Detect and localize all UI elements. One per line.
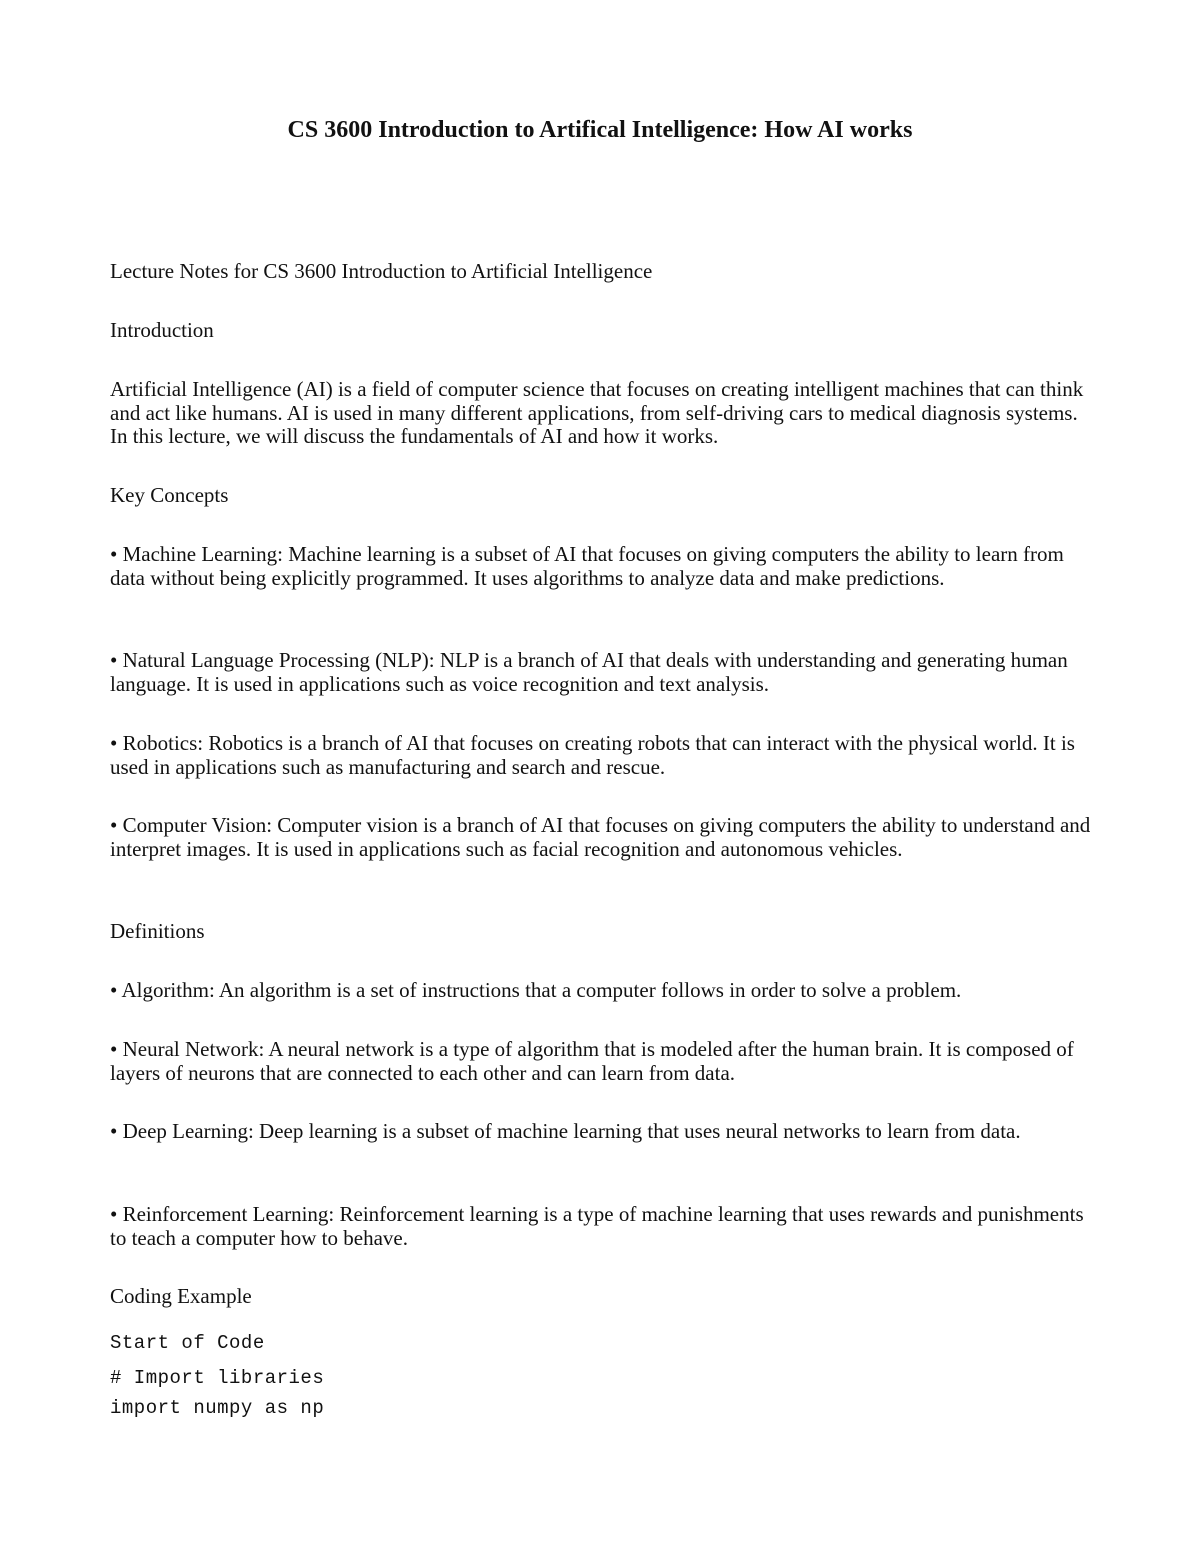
document-subtitle: Lecture Notes for CS 3600 Introduction to Artificial Intelligence (110, 259, 653, 283)
introduction-paragraph: Artificial Intelligence (AI) is a field of computer science that focuses on creating intelligent machines that can think and act like humans. AI is used in many different applications, from self-driving cars to medical diagnosis systems. In this lecture, we will discuss the fundamentals of AI and how it works. (110, 377, 1084, 448)
code-line: # Import libraries (110, 1367, 325, 1389)
definition-neural-network: • Neural Network: A neural network is a type of algorithm that is modeled after the human brain. It is composed of layers of neurons that are connected to each other and can learn from data. (110, 1037, 1074, 1085)
key-concept-computer-vision: • Computer Vision: Computer vision is a branch of AI that focuses on giving computers the ability to understand and interpret images. It is used in applications such as facial recognition and autonomous vehicles. (110, 813, 1091, 861)
definition-algorithm: • Algorithm: An algorithm is a set of instructions that a computer follows in order to solve a problem. (110, 978, 962, 1002)
key-concept-robotics: • Robotics: Robotics is a branch of AI that focuses on creating robots that can interact with the physical world. It is used in applications such as manufacturing and search and rescue. (110, 731, 1075, 779)
document-title: CS 3600 Introduction to Artifical Intelligence: How AI works (287, 117, 913, 143)
key-concepts-heading: Key Concepts (110, 483, 229, 507)
introduction-heading: Introduction (110, 318, 214, 342)
code-line: Start of Code (110, 1332, 265, 1354)
definitions-heading: Definitions (110, 919, 205, 943)
coding-example-heading: Coding Example (110, 1284, 252, 1308)
key-concept-nlp: • Natural Language Processing (NLP): NLP is a branch of AI that deals with understanding and generating human language. It is used in applications such as voice recognition and text analysis. (110, 648, 1068, 696)
key-concept-machine-learning: • Machine Learning: Machine learning is a subset of AI that focuses on giving computers the ability to learn from data without being explicitly programmed. It uses algorithms to analyze data and make predictions. (110, 542, 1064, 590)
definition-deep-learning: • Deep Learning: Deep learning is a subset of machine learning that uses neural networks to learn from data. (110, 1119, 1021, 1143)
definition-reinforcement-learning: • Reinforcement Learning: Reinforcement learning is a type of machine learning that uses rewards and punishments to teach a computer how to behave. (110, 1202, 1084, 1250)
code-line: import numpy as np (110, 1397, 325, 1419)
